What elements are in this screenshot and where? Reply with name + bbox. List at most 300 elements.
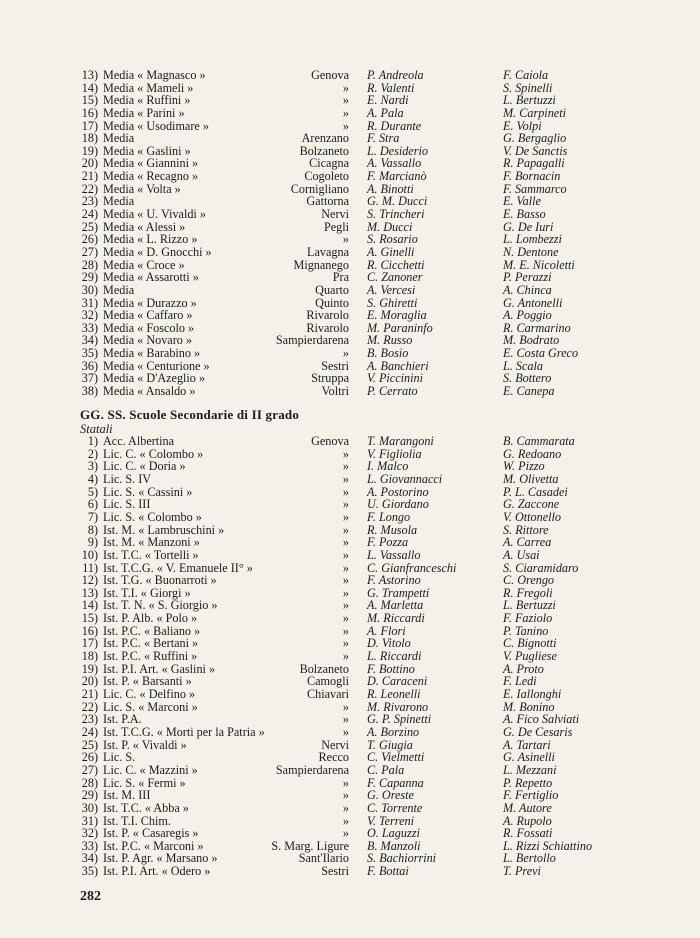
second-person: M. Autore (503, 800, 552, 815)
school-location: Gattorna (306, 194, 349, 209)
second-person: G. Bergaglio (503, 131, 567, 146)
first-person: G. Trampetti (367, 585, 430, 600)
school-location: » (342, 800, 349, 815)
table-row (0, 385, 700, 398)
second-person: L. Bertuzzi (503, 598, 556, 613)
school-name: Acc. Albertina (103, 434, 175, 448)
entry-number: 7) (87, 509, 98, 524)
second-person: M. Bonino (503, 699, 555, 714)
school-name: Media « Foscolo » (103, 320, 195, 335)
school-location: » (342, 459, 349, 474)
entry-number: 10) (81, 547, 98, 562)
page-number: 282 (80, 889, 101, 904)
second-person: L. Rizzi Schiattino (503, 838, 593, 853)
first-person: L. Desiderio (367, 143, 428, 158)
school-location: Chiavari (307, 687, 349, 701)
second-person: T. Previ (503, 864, 541, 879)
first-person: C. Gianfranceschi (367, 560, 457, 575)
entry-number: 38) (81, 384, 98, 398)
entry-number: 20) (81, 674, 98, 689)
second-person: F. Ledi (503, 674, 537, 689)
school-name: Lic. S. « Cassini » (103, 484, 193, 499)
entry-number: 5) (87, 484, 98, 499)
school-name: Media « Centurione » (103, 358, 210, 373)
second-person: G. De Iuri (503, 219, 554, 234)
school-location: » (342, 636, 349, 651)
school-location: Genova (311, 434, 349, 448)
second-person: N. Dentone (503, 244, 559, 259)
second-person: G. Antonelli (503, 295, 563, 310)
entry-number: 13) (81, 585, 98, 600)
school-location: Voltri (321, 384, 349, 398)
school-name: Media « Mameli » (103, 80, 194, 95)
second-person: F. Caiola (503, 68, 549, 82)
entry-number: 28) (81, 257, 98, 272)
school-name: Media (103, 194, 135, 209)
second-person: A. Chinca (503, 282, 552, 297)
school-location: Bolzaneto (299, 661, 349, 676)
table-row (0, 511, 700, 524)
school-location: Rivarolo (306, 308, 349, 323)
school-name: Media « L. Rizzo » (103, 232, 198, 247)
table-row (0, 764, 700, 777)
entry-number: 16) (81, 105, 98, 120)
school-location: » (342, 649, 349, 664)
second-person: E. Volpi (503, 118, 542, 133)
table-row (0, 107, 700, 120)
second-person: L. Bertuzzi (503, 93, 556, 108)
school-location: » (342, 699, 349, 714)
school-location: Rivarolo (306, 320, 349, 335)
school-location: Sampierdarena (275, 762, 349, 777)
second-person: G. Redoano (503, 446, 562, 461)
subsection-title: Statali (80, 422, 113, 436)
second-person: P. L. Casadei (503, 484, 568, 499)
second-person: W. Pizzo (503, 459, 545, 474)
second-person: F. Fertiglio (503, 788, 559, 803)
school-name: Media « Gaslini » (103, 143, 191, 158)
school-name: Media (103, 282, 135, 297)
school-location: » (342, 585, 349, 600)
second-person: S. Bottero (503, 371, 552, 386)
entry-number: 17) (81, 636, 98, 651)
school-location: » (342, 446, 349, 461)
first-person: F. Capanna (367, 775, 424, 790)
school-location: Lavagna (307, 244, 349, 259)
school-name: Media « U. Vivaldi » (103, 207, 206, 222)
second-person: M. E. Nicoletti (503, 257, 575, 272)
entry-number: 29) (81, 270, 98, 285)
table-row (0, 802, 700, 815)
second-person: E. Basso (503, 207, 546, 222)
school-name: Media « Assarotti » (103, 270, 199, 285)
school-location: Cogoleto (304, 169, 349, 184)
entry-number: 26) (81, 750, 98, 765)
school-location: Recco (318, 750, 349, 765)
school-name: Ist. T.I. Chim. (103, 813, 171, 828)
school-location: Struppa (311, 371, 349, 386)
school-name: Media (103, 131, 135, 146)
first-person: D. Vitolo (367, 636, 411, 651)
first-person: U. Giordano (367, 497, 429, 512)
entry-number: 9) (87, 535, 98, 550)
second-person: A. Usai (503, 547, 540, 562)
school-name: Media « Volta » (103, 181, 181, 196)
school-name: Media « Barabino » (103, 346, 201, 361)
second-person: C. Orengo (503, 573, 555, 588)
table-row (0, 246, 700, 259)
school-name: Media « D. Gnocchi » (103, 244, 212, 259)
first-person: B. Manzoli (367, 838, 421, 853)
table-row (0, 726, 700, 739)
second-person: L. Mezzani (503, 762, 557, 777)
school-name: Ist. P. Alb. « Polo » (103, 611, 198, 626)
first-person: S. Ghiretti (367, 295, 418, 310)
second-person: G. Asinelli (503, 750, 555, 765)
school-name: Ist. P. Agr. « Marsano » (103, 851, 218, 866)
entry-number: 23) (81, 712, 98, 727)
school-location: » (342, 93, 349, 108)
first-person: C. Pala (367, 762, 405, 777)
school-name: Ist. P. « Barsanti » (103, 674, 192, 689)
first-person: S. Bachiorrini (367, 851, 437, 866)
first-person: L. Giovannacci (367, 471, 443, 486)
school-location: Pegli (323, 219, 349, 234)
first-person: V. Terreni (367, 813, 414, 828)
first-person: A. Vassallo (367, 156, 422, 171)
first-person: A. Pala (367, 105, 404, 120)
school-location: » (342, 80, 349, 95)
first-person: A. Postorino (367, 484, 429, 499)
entry-number: 30) (81, 282, 98, 297)
school-name: Ist. P.C. « Bertani » (103, 636, 199, 651)
school-name: Ist. M. III (103, 788, 151, 803)
school-name: Ist. T.I. « Giorgi » (103, 585, 191, 600)
entry-number: 19) (81, 661, 98, 676)
first-person: F. Marcianò (367, 169, 427, 184)
school-name: Media « Giannini » (103, 156, 199, 171)
entry-number: 27) (81, 762, 98, 777)
school-location: Genova (311, 68, 349, 82)
school-name: Ist. P.A. (103, 712, 142, 727)
first-person: A. Ginelli (367, 244, 415, 259)
school-name: Ist. T.G. « Buonarroti » (103, 573, 217, 588)
first-person: V. Figliolia (367, 446, 422, 461)
second-person: M. Bodrato (503, 333, 560, 348)
entry-number: 3) (87, 459, 98, 474)
second-person: G. Zaccone (503, 497, 560, 512)
second-person: E. Costa Greco (503, 346, 579, 361)
first-person: F. Stra (367, 131, 400, 146)
school-name: Ist. T.C.G. « Morti per la Patria » (103, 724, 265, 739)
second-person: F. Bornacin (503, 169, 561, 184)
school-location: » (342, 118, 349, 133)
first-person: M. Riccardi (367, 611, 425, 626)
school-location: » (342, 813, 349, 828)
school-name: Lic. S. III (103, 497, 151, 512)
school-name: Ist. M. « Manzoni » (103, 535, 200, 550)
entry-number: 36) (81, 358, 98, 373)
school-location: » (342, 232, 349, 247)
entry-number: 23) (81, 194, 98, 209)
first-person: C. Vielmetti (367, 750, 425, 765)
entry-number: 34) (81, 333, 98, 348)
school-location: » (342, 105, 349, 120)
second-person: P. Repetto (503, 775, 553, 790)
school-location: » (342, 522, 349, 537)
entry-number: 16) (81, 623, 98, 638)
first-person: L. Vassallo (367, 547, 421, 562)
second-person: R. Carmarino (503, 320, 571, 335)
second-person: L. Bertollo (503, 851, 556, 866)
first-person: G. P. Spinetti (367, 712, 432, 727)
first-person: R. Musola (367, 522, 418, 537)
entry-number: 1) (87, 434, 98, 448)
entry-number: 18) (81, 131, 98, 146)
entry-number: 33) (81, 320, 98, 335)
second-person: F. Sammarco (503, 181, 567, 196)
entry-number: 19) (81, 143, 98, 158)
school-location: » (342, 826, 349, 841)
school-location: Nervi (321, 737, 349, 752)
entry-number: 15) (81, 93, 98, 108)
first-person: R. Durante (367, 118, 422, 133)
school-location: » (342, 547, 349, 562)
school-name: Media « D'Azeglio » (103, 371, 206, 386)
school-name: Media « Alessi » (103, 219, 186, 234)
school-location: » (342, 712, 349, 727)
first-person: T. Marangoni (367, 434, 434, 448)
first-person: A. Flori (367, 623, 406, 638)
school-location: Quarto (315, 282, 349, 297)
first-person: M. Ducci (367, 219, 413, 234)
second-person: E. Valle (503, 194, 541, 209)
entry-number: 30) (81, 800, 98, 815)
entry-number: 34) (81, 851, 98, 866)
second-person: A. Tartari (503, 737, 551, 752)
first-person: A. Banchieri (367, 358, 429, 373)
school-location: » (342, 623, 349, 638)
entry-number: 8) (87, 522, 98, 537)
second-person: P. Tanino (503, 623, 549, 638)
second-person: R. Fossati (503, 826, 553, 841)
school-name: Ist. P.C. « Ruffini » (103, 649, 198, 664)
school-name: Lic. C. « Colombo » (103, 446, 204, 461)
first-person: F. Longo (367, 509, 411, 524)
second-person: M. Olivetta (503, 471, 559, 486)
school-location: » (342, 484, 349, 499)
school-name: Lic. S. « Fermi » (103, 775, 186, 790)
school-location: » (342, 471, 349, 486)
school-location: Camogli (307, 674, 349, 689)
first-person: F. Astorino (367, 573, 421, 588)
school-location: Cicagna (309, 156, 349, 171)
school-name: Media « Croce » (103, 257, 185, 272)
first-person: M. Rivarono (367, 699, 429, 714)
school-location: Bolzaneto (299, 143, 349, 158)
entry-number: 22) (81, 699, 98, 714)
first-person: A. Binotti (367, 181, 414, 196)
entry-number: 29) (81, 788, 98, 803)
school-name: Media « Ruffini » (103, 93, 191, 108)
first-person: B. Bosio (367, 346, 409, 361)
entry-number: 24) (81, 207, 98, 222)
first-person: M. Paraninfo (367, 320, 433, 335)
school-name: Ist. M. « Lambruschini » (103, 522, 225, 537)
entry-number: 6) (87, 497, 98, 512)
school-name: Media « Parini » (103, 105, 185, 120)
school-name: Media « Caffaro » (103, 308, 193, 323)
entry-number: 31) (81, 813, 98, 828)
table-row (0, 865, 700, 878)
entry-number: 4) (87, 471, 98, 486)
school-name: Ist. T.C. « Tortelli » (103, 547, 199, 562)
first-person: O. Laguzzi (367, 826, 420, 841)
first-person: S. Trincheri (367, 207, 425, 222)
second-person: F. Faziolo (503, 611, 553, 626)
second-person: R. Fregoli (503, 585, 553, 600)
school-location: Sampierdarena (275, 333, 349, 348)
entry-number: 20) (81, 156, 98, 171)
entry-number: 2) (87, 446, 98, 461)
first-person: G. M. Ducci (367, 194, 428, 209)
entry-number: 12) (81, 573, 98, 588)
first-person: R. Leonelli (367, 687, 421, 701)
school-location: S. Marg. Ligure (271, 838, 349, 853)
entry-number: 27) (81, 244, 98, 259)
second-person: A. Rupolo (503, 813, 552, 828)
school-location: Sestri (321, 864, 349, 879)
school-name: Lic. S. IV (103, 471, 152, 486)
school-name: Ist. P.C. « Marconi » (103, 838, 204, 853)
entry-number: 11) (82, 560, 98, 575)
second-person: P. Perazzi (503, 270, 552, 285)
school-name: Lic. C. « Delfino » (103, 687, 196, 701)
school-name: Ist. P.C. « Baliano » (103, 623, 201, 638)
school-location: Sant'Ilario (298, 851, 349, 866)
school-name: Ist. T.C.G. « V. Emanuele II° » (103, 560, 253, 575)
second-person: V. De Sanctis (503, 143, 568, 158)
school-location: » (342, 611, 349, 626)
second-person: B. Cammarata (503, 434, 575, 448)
school-location: » (342, 497, 349, 512)
school-name: Media « Durazzo » (103, 295, 197, 310)
entry-number: 32) (81, 826, 98, 841)
school-location: » (342, 788, 349, 803)
entry-number: 14) (81, 598, 98, 613)
second-person: L. Scala (503, 358, 543, 373)
first-person: M. Russo (367, 333, 413, 348)
entry-number: 14) (81, 80, 98, 95)
second-person: A. Proto (503, 661, 544, 676)
section-title: GG. SS. Scuole Secondarie di II grado (80, 407, 300, 422)
second-person: C. Bignotti (503, 636, 557, 651)
table-row (0, 284, 700, 297)
first-person: A. Vercesi (367, 282, 416, 297)
entry-number: 35) (81, 864, 98, 879)
school-location: Nervi (321, 207, 349, 222)
entry-number: 25) (81, 219, 98, 234)
school-location: » (342, 573, 349, 588)
second-person: S. Ciaramidaro (503, 560, 579, 575)
second-person: S. Spinelli (503, 80, 553, 95)
table-row (0, 473, 700, 486)
second-person: A. Poggio (503, 308, 552, 323)
first-person: F. Bottino (367, 661, 415, 676)
school-location: » (342, 724, 349, 739)
first-person: F. Pozza (367, 535, 409, 550)
first-person: E. Nardi (367, 93, 409, 108)
first-person: L. Riccardi (367, 649, 422, 664)
school-name: Lic. S. (103, 750, 136, 765)
school-name: Ist. P.I. Art. « Gaslini » (103, 661, 216, 676)
school-name: Lic. S. « Colombo » (103, 509, 202, 524)
school-name: Media « Recagno » (103, 169, 199, 184)
school-location: » (342, 346, 349, 361)
first-person: P. Cerrato (367, 384, 418, 398)
entry-number: 33) (81, 838, 98, 853)
first-person: S. Rosario (367, 232, 418, 247)
school-location: » (342, 598, 349, 613)
entry-number: 22) (81, 181, 98, 196)
second-person: S. Rittore (503, 522, 549, 537)
school-location: Quinto (315, 295, 349, 310)
entry-number: 21) (81, 169, 98, 184)
second-person: A. Fico Salviati (503, 712, 580, 727)
first-person: C. Torrente (367, 800, 423, 815)
entry-number: 13) (81, 68, 98, 82)
entry-number: 28) (81, 775, 98, 790)
first-person: R. Valenti (367, 80, 415, 95)
school-location: Arenzano (301, 131, 349, 146)
first-person: I. Malco (367, 459, 409, 474)
entry-number: 21) (81, 687, 98, 701)
entry-number: 25) (81, 737, 98, 752)
second-person: E. Iallonghi (503, 687, 562, 701)
first-person: C. Zanoner (367, 270, 423, 285)
school-name: Media « Magnasco » (103, 68, 206, 82)
entry-number: 24) (81, 724, 98, 739)
first-person: T. Giugia (367, 737, 413, 752)
school-location: Sestri (321, 358, 349, 373)
first-person: A. Marletta (367, 598, 424, 613)
first-person: V. Piccinini (367, 371, 423, 386)
school-name: Lic. S. « Marconi » (103, 699, 198, 714)
school-location: Cornigliano (290, 181, 349, 196)
entry-number: 15) (81, 611, 98, 626)
first-person: D. Caraceni (367, 674, 428, 689)
second-person: E. Canepa (503, 384, 555, 398)
school-name: Media « Usodimare » (103, 118, 209, 133)
second-person: V. Ottonello (503, 509, 562, 524)
second-person: G. De Cesaris (503, 724, 573, 739)
first-person: G. Oreste (367, 788, 414, 803)
entry-number: 32) (81, 308, 98, 323)
table-row (0, 549, 700, 562)
first-person: E. Moraglia (367, 308, 427, 323)
school-location: Mignanego (293, 257, 349, 272)
school-name: Media « Novaro » (103, 333, 193, 348)
second-person: L. Lombezzi (503, 232, 562, 247)
school-name: Media « Ansaldo » (103, 384, 196, 398)
second-person: R. Papagalli (503, 156, 565, 171)
school-location: » (342, 560, 349, 575)
school-name: Ist. T. N. « S. Giorgio » (103, 598, 218, 613)
school-location: » (342, 775, 349, 790)
second-person: M. Carpineti (503, 105, 566, 120)
entry-number: 26) (81, 232, 98, 247)
school-name: Ist. P. « Casaregis » (103, 826, 199, 841)
